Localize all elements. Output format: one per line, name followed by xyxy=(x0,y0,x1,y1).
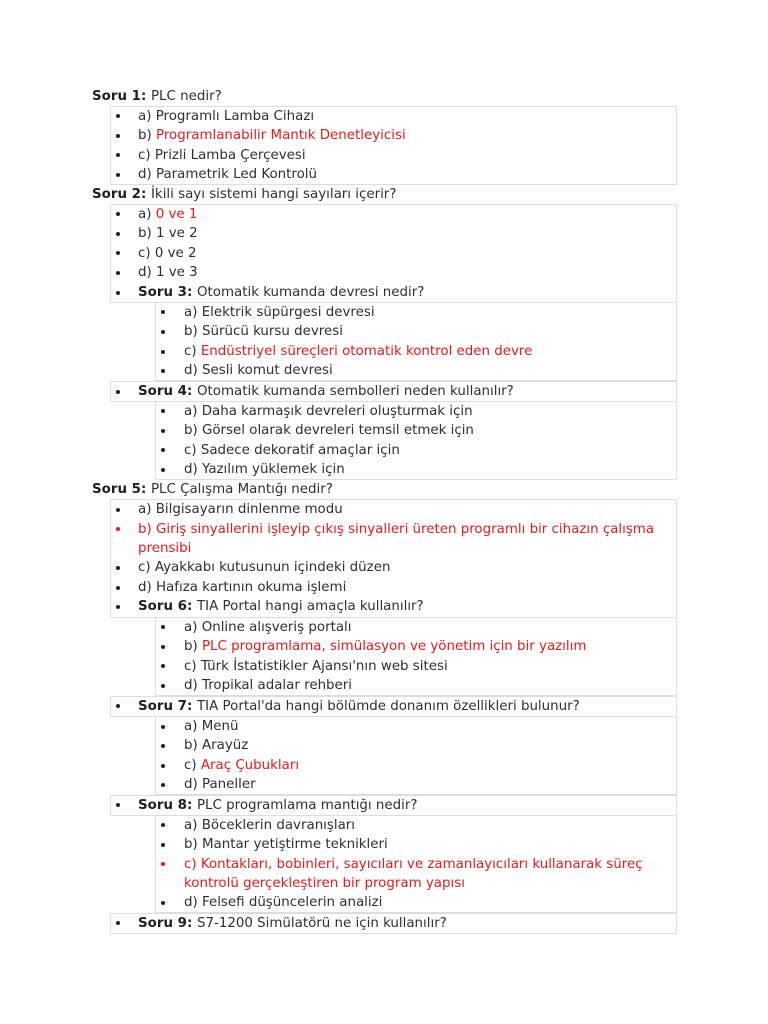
bullet-icon xyxy=(161,843,165,847)
bullet-icon xyxy=(116,566,120,570)
option-c: c) Prizli Lamba Çerçevesi xyxy=(138,148,306,163)
option-d: d) Tropikal adalar rehberi xyxy=(184,678,353,693)
option-c: c) Sadece dekoratif amaçlar için xyxy=(184,443,400,458)
bullet-icon xyxy=(161,409,165,413)
option-c: c) Ayakkabı kutusunun içindeki düzen xyxy=(138,560,391,575)
bullet-icon xyxy=(161,468,165,472)
bullet-icon xyxy=(161,684,165,688)
question-number: Soru 6: xyxy=(138,599,197,614)
option-d: d) Sesli komut devresi xyxy=(184,363,333,378)
question-8-heading xyxy=(138,796,417,815)
bullet-icon xyxy=(161,369,165,373)
option-d: d) Parametrik Led Kontrolü xyxy=(138,167,318,182)
question-text: PLC nedir? xyxy=(150,89,222,104)
option-c-correct-line2: kontrolü gerçekleştiren bir program yapısı xyxy=(184,876,465,891)
bullet-icon xyxy=(161,901,165,905)
option-a: a) Programlı Lamba Cihazı xyxy=(138,109,315,124)
bullet-icon xyxy=(161,783,165,787)
question-text: Otomatik kumanda sembolleri neden kullanılır? xyxy=(196,384,514,399)
question-text: Otomatik kumanda devresi nedir? xyxy=(196,285,425,300)
bullet-icon xyxy=(161,310,165,314)
bullet-icon xyxy=(161,625,165,629)
question-text: TIA Portal hangi amaçla kullanılır? xyxy=(196,599,424,614)
bullet-icon xyxy=(116,508,120,512)
bullet-icon xyxy=(116,803,120,807)
bullet-icon xyxy=(116,232,120,236)
option-b: b) Görsel olarak devreleri temsil etmek için xyxy=(184,423,474,438)
bullet-icon xyxy=(161,862,165,866)
question-text: PLC Çalışma Mantığı nedir? xyxy=(150,482,333,497)
bullet-icon xyxy=(116,114,120,118)
bullet-icon xyxy=(161,823,165,827)
question-number: Soru 4: xyxy=(138,384,197,399)
option-c-correct: c) Kontakları, bobinleri, sayıcıları ve zamanlayıcıları kullanarak süreç xyxy=(184,857,643,872)
bullet-icon xyxy=(161,645,165,649)
bullet-icon xyxy=(116,153,120,157)
option-b: b) Arayüz xyxy=(184,738,249,753)
option-d: d) Paneller xyxy=(184,777,256,792)
option-d: d) Felsefi düşüncelerin analizi xyxy=(184,895,383,910)
option-c: c) Türk İstatistikler Ajansı'nın web sitesi xyxy=(184,659,448,674)
bullet-icon xyxy=(161,744,165,748)
question-text: İkili sayı sistemi hangi sayıları içerir? xyxy=(150,187,397,202)
option-b: b) Mantar yetiştirme teknikleri xyxy=(184,837,388,852)
question-number: Soru 8: xyxy=(138,798,197,813)
question-number: Soru 5: xyxy=(92,482,151,497)
question-number: Soru 1: xyxy=(92,89,151,104)
bullet-icon xyxy=(116,605,120,609)
bullet-icon xyxy=(116,173,120,177)
option-b-correct: b) PLC programlama, simülasyon ve yönetim için bir yazılım xyxy=(184,639,587,654)
option-c-correct: c) Araç Çubukları xyxy=(184,758,300,773)
bullet-icon xyxy=(116,212,120,216)
bullet-icon xyxy=(116,921,120,925)
option-d: d) Yazılım yüklemek için xyxy=(184,462,345,477)
question-text: PLC programlama mantığı nedir? xyxy=(196,798,418,813)
bullet-icon xyxy=(116,704,120,708)
option-a: a) Böceklerin davranışları xyxy=(184,818,356,833)
bullet-icon xyxy=(116,586,120,590)
question-3-heading xyxy=(138,283,424,302)
question-2-heading xyxy=(92,185,396,204)
option-a: a) Elektrik süpürgesi devresi xyxy=(184,305,375,320)
option-b-correct: b) Programlanabilir Mantık Denetleyicisi xyxy=(138,128,406,143)
option-b-correct: b) Giriş sinyallerini işleyip çıkış sinyalleri üreten programlı bir cihazın çalışma xyxy=(138,522,655,537)
option-c: c) 0 ve 2 xyxy=(138,246,197,261)
bullet-icon xyxy=(161,330,165,334)
bullet-icon xyxy=(161,725,165,729)
bullet-icon xyxy=(161,664,165,668)
option-a-correct: a) 0 ve 1 xyxy=(138,207,198,222)
option-d: d) Hafıza kartının okuma işlemi xyxy=(138,580,347,595)
option-a: a) Menü xyxy=(184,719,239,734)
question-5-heading xyxy=(92,480,333,499)
question-6-heading xyxy=(138,597,424,616)
question-7-heading xyxy=(138,697,580,716)
question-1-heading xyxy=(92,87,222,106)
option-a: a) Daha karmaşık devreleri oluşturmak için xyxy=(184,404,473,419)
bullet-icon xyxy=(116,134,120,138)
question-number: Soru 3: xyxy=(138,285,197,300)
option-a: a) Online alışveriş portalı xyxy=(184,620,352,635)
option-b: b) Sürücü kursu devresi xyxy=(184,324,343,339)
bullet-icon xyxy=(116,291,120,295)
bullet-icon xyxy=(161,429,165,433)
question-4-heading xyxy=(138,382,514,401)
bullet-icon xyxy=(116,390,120,394)
bullet-icon xyxy=(161,448,165,452)
question-text: TIA Portal'da hangi bölümde donanım özellikleri bulunur? xyxy=(196,699,580,714)
question-number: Soru 7: xyxy=(138,699,197,714)
bullet-icon xyxy=(116,271,120,275)
option-c-correct: c) Endüstriyel süreçleri otomatik kontrol eden devre xyxy=(184,344,533,359)
bullet-icon xyxy=(116,527,120,531)
bullet-icon xyxy=(161,764,165,768)
question-text: S7-1200 Simülatörü ne için kullanılır? xyxy=(196,916,447,931)
option-a: a) Bilgisayarın dinlenme modu xyxy=(138,502,343,517)
option-b: b) 1 ve 2 xyxy=(138,226,198,241)
question-number: Soru 2: xyxy=(92,187,151,202)
option-b-correct-line2: prensibi xyxy=(138,541,192,556)
question-number: Soru 9: xyxy=(138,916,197,931)
option-d: d) 1 ve 3 xyxy=(138,265,198,280)
question-9-heading xyxy=(138,914,447,933)
bullet-icon xyxy=(161,350,165,354)
bullet-icon xyxy=(116,251,120,255)
